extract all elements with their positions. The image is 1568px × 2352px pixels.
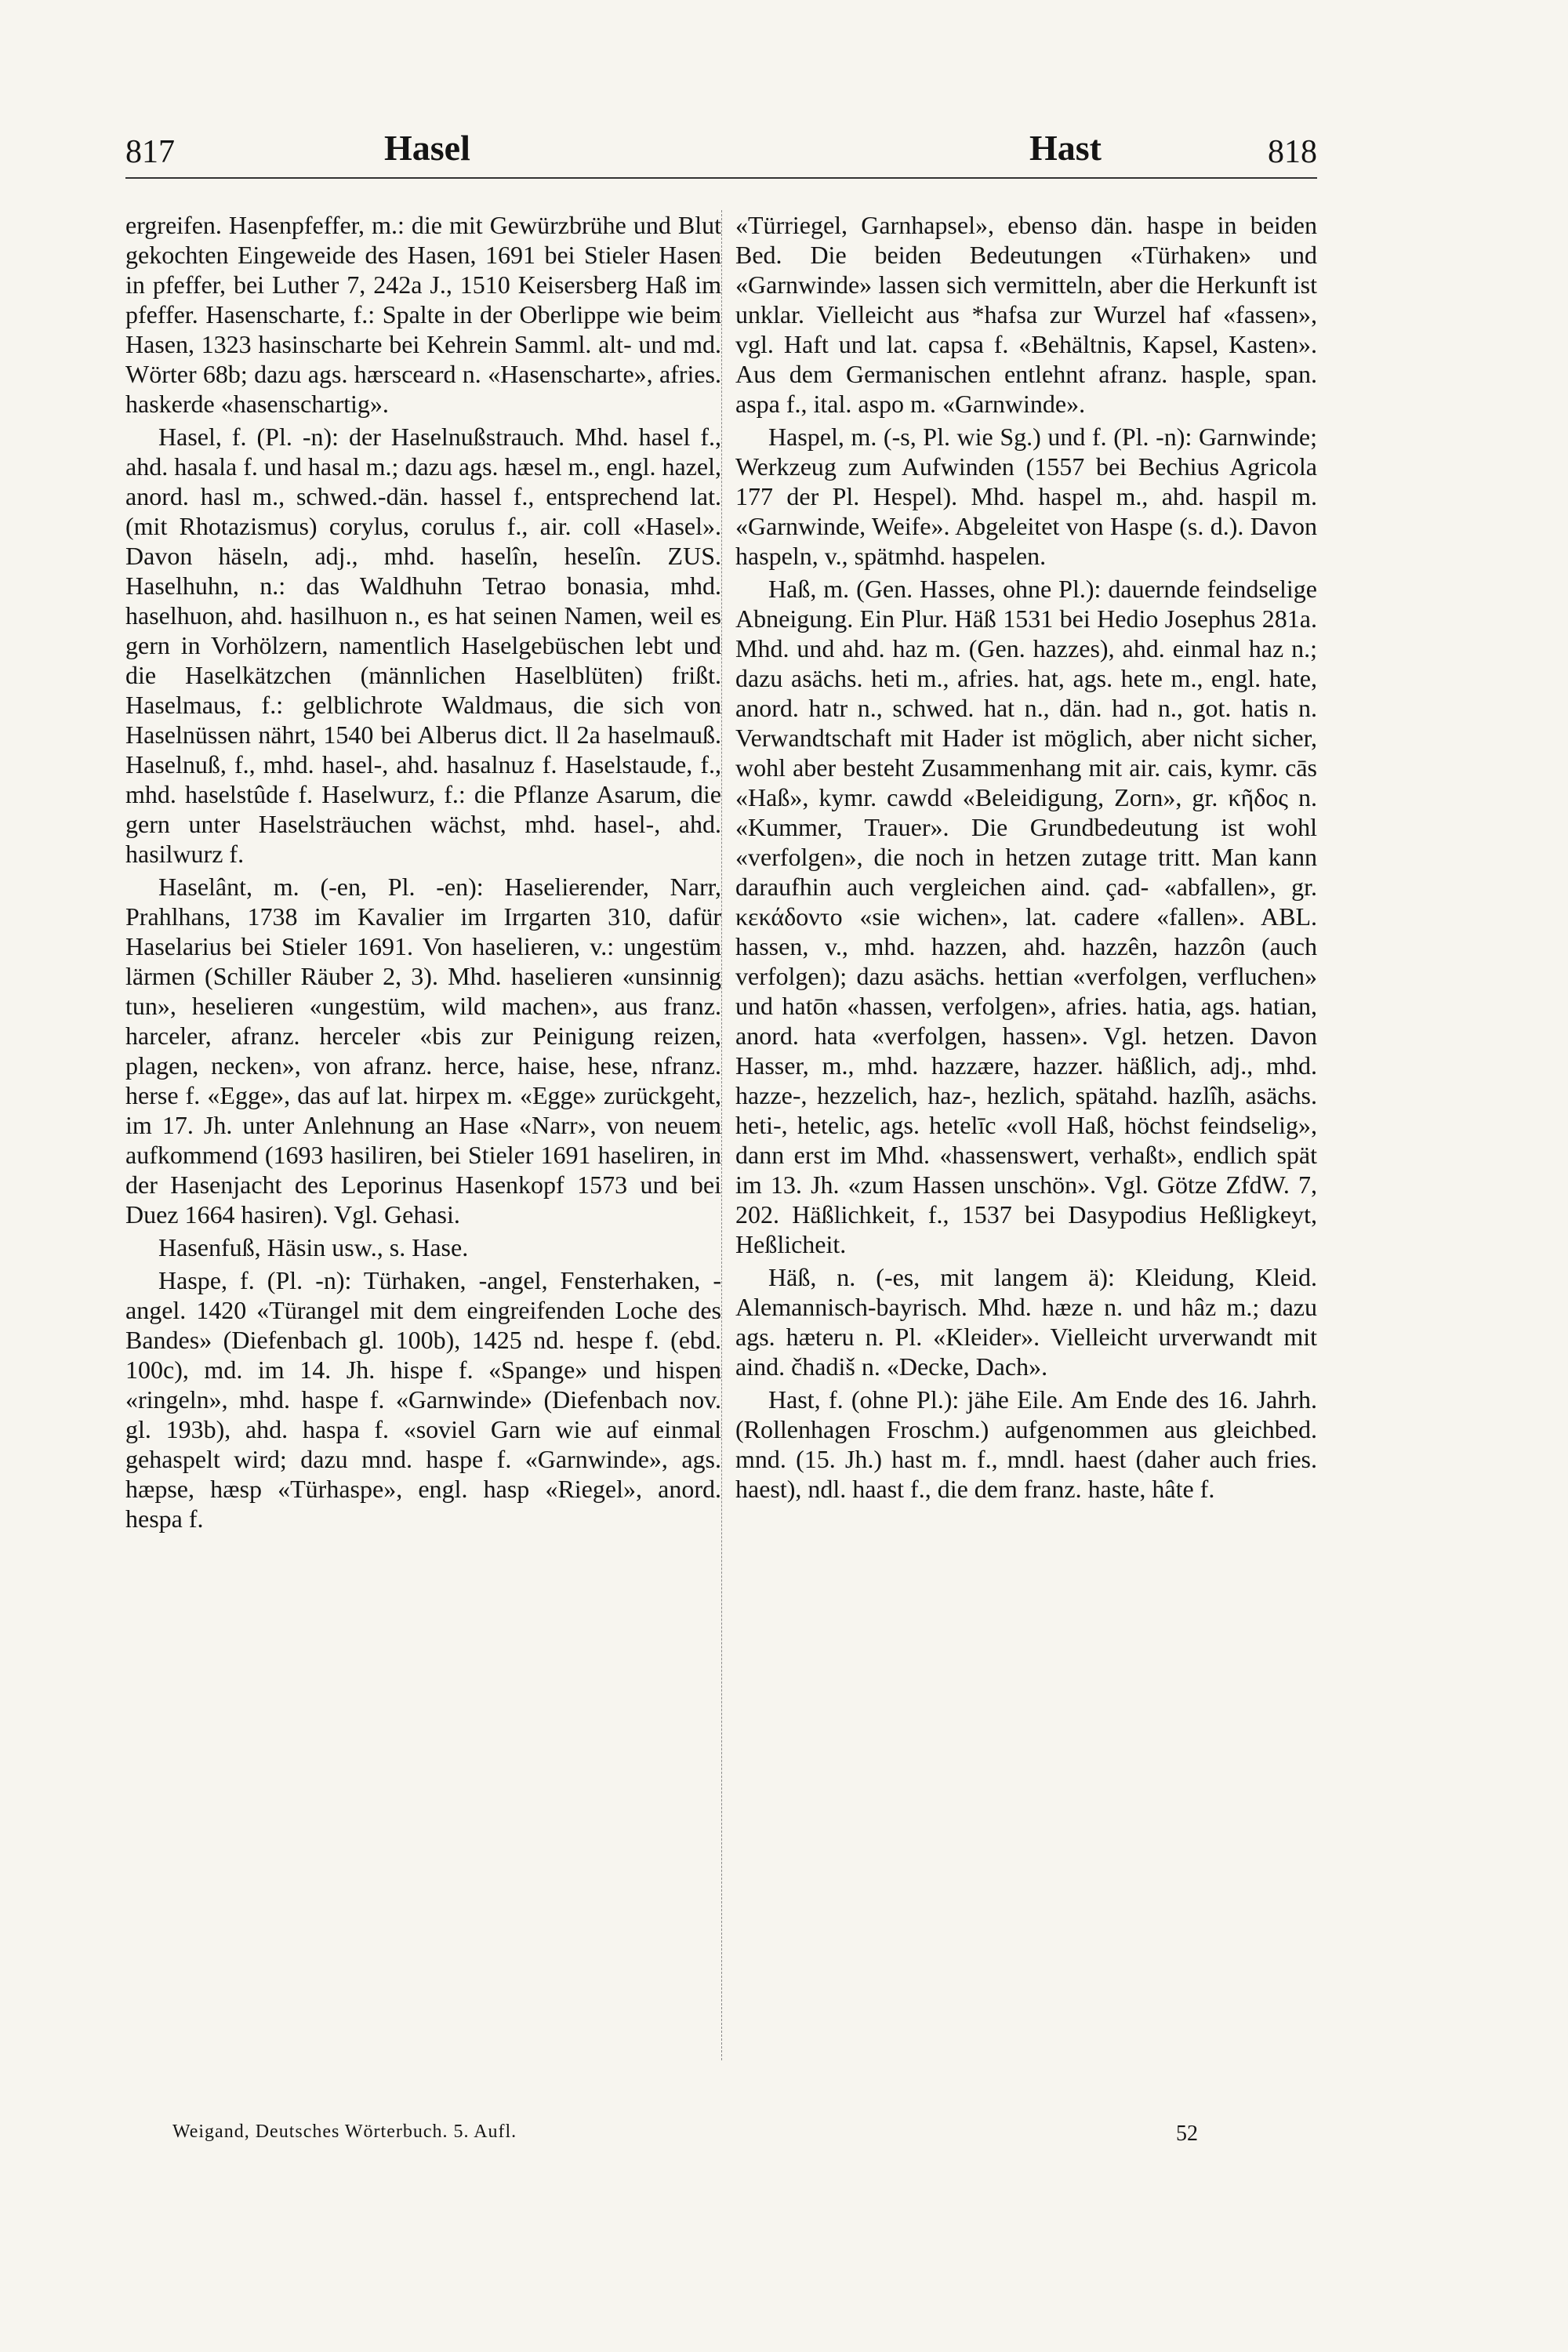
entry-paragraph: «Türriegel, Garnhapsel», ebenso dän. haspe in beiden Bed. Die beiden Bedeutungen «Türhaken» und «Garnwinde» lassen sich vermitteln, aber die Herkunft ist unklar. Vielleicht aus *hafsa zur Wurzel haf «fassen», vgl. Haft und lat. capsa f. «Behältnis, Kapsel, Kasten». Aus dem Germanischen entlehnt afranz. hasple, span. aspa f., ital. aspo m. «Garnwinde».	[735, 211, 1317, 418]
page-number-right: 818	[1268, 134, 1317, 170]
entry-haspe: Haspe, f. (Pl. -n): Türhaken, -angel, Fensterhaken, -angel. 1420 «Türangel mit dem eingreifenden Loche des Bandes» (Diefenbach gl. 100b), 1425 nd. hespe f. (ebd. 100c), md. im 14. Jh. hispe f. «Spange» und hispen «ringeln», mhd. haspe f. «Garnwinde» (Diefenbach nov. gl. 193b), ahd. haspa f. «soviel Garn wie auf einmal gehaspelt wird; dazu mnd. haspe f. «Garnwinde», ags. hæpse, hæsp «Türhaspe», engl. hasp «Riegel», anord. hespa f.	[125, 1266, 721, 1533]
footer-source: Weigand, Deutsches Wörterbuch. 5. Aufl.	[172, 2122, 517, 2142]
column-divider	[721, 210, 722, 2060]
footer-signature: 52	[1176, 2122, 1198, 2146]
entry-hasel: Hasel, f. (Pl. -n): der Haselnußstrauch. Mhd. hasel f., ahd. hasala f. und hasal m.; dazu ags. hæsel m., engl. hazel, anord. hasl m., schwed.-dän. hassel f., entsprechend lat. (mit Rhotazismus) corylus, corulus f., air. coll «Hasel». Davon häseln, adj., mhd. haselîn, heselîn. ZUS. Haselhuhn, n.: das Waldhuhn Tetrao bonasia, mhd. haselhuon, ahd. hasilhuon n., es hat seinen Namen, weil es gern in Vorhölzern, namentlich Haselgebüschen lebt und die Haselkätzchen (männlichen Haselblüten) frißt. Haselmaus, f.: gelblichrote Waldmaus, die sich von Haselnüssen nährt, 1540 bei Alberus dict. ll 2a haselmauß. Haselnuß, f., mhd. hasel-, ahd. hasalnuz f. Haselstaude, f., mhd. haselstûde f. Haselwurz, f.: die Pflanze Asarum, die gern unter Haselsträuchen wächst, mhd. hasel-, ahd. hasilwurz f.	[125, 423, 721, 868]
entry-haselant: Haselânt, m. (-en, Pl. -en): Haselierender, Narr, Prahlhans, 1738 im Kavalier im Irrgarten 310, dafür Haselarius bei Stieler 1691. Von haselieren, v.: ungestüm lärmen (Schiller Räuber 2, 3). Mhd. haselieren «unsinnig tun», heselieren «ungestüm, wild machen», aus franz. harceler, afranz. herceler «bis zur Peinigung reizen, plagen, necken», von afranz. herce, haise, hese, nfranz. herse f. «Egge», das auf lat. hirpex m. «Egge» zurückgeht, im 17. Jh. unter Anlehnung an Hase «Narr», von neuem aufkommend (1693 hasiliren, bei Stieler 1691 haseliren, in der Hasenjacht des Leporinus Hasenkopf 1573 und bei Duez 1664 hasiren). Vgl. Gehasi.	[125, 873, 721, 1229]
entry-hass: Haß, m. (Gen. Hasses, ohne Pl.): dauernde feindselige Abneigung. Ein Plur. Häß 1531 bei Hedio Josephus 281a. Mhd. und ahd. haz m. (Gen. hazzes), ahd. einmal haz n.; dazu asächs. heti m., afries. hat, ags. hete m., engl. hate, anord. hatr n., schwed. hat n., dän. had n., got. hatis n. Verwandtschaft mit Hader ist möglich, aber nicht sicher, wohl aber besteht Zusammenhang mit air. cais, kymr. cās «Haß», kymr. cawdd «Beleidigung, Zorn», gr. κῆδος n. «Kummer, Trauer». Die Grundbedeutung ist wohl «verfolgen», die noch in hetzen zutage tritt. Man kann daraufhin auch vergleichen aind. çad- «abfallen», gr. κεκάδοντο «sie wichen», lat. cadere «fallen». ABL. hassen, v., mhd. hazzen, ahd. hazzên, hazzôn (auch verfolgen); dazu asächs. hettian «verfolgen, verfluchen» und hatōn «hassen, verfolgen», afries. hatia, ags. hatian, anord. hata «verfolgen, hassen». Vgl. hetzen. Davon Hasser, m., mhd. hazzære, hazzer. häßlich, adj., mhd. hazze-, hezzelich, haz-, hezlich, spätahd. hazlîh, asächs. heti-, hetelic, ags. hetelīc «voll Haß, höchst feindselig», dann erst im Mhd. «hassenswert, verhaßt», endlich spät im 13. Jh. «zum Hassen unschön». Vgl. Götze ZfdW. 7, 202. Häßlichkeit, f., 1537 bei Dasypodius Heßligkeyt, Heßlicheit.	[735, 575, 1317, 1258]
header-rule	[125, 177, 1317, 179]
entry-hasenfuss: Hasenfuß, Häsin usw., s. Hase.	[158, 1233, 469, 1261]
right-column	[735, 210, 1317, 2107]
running-head-left: Hasel	[384, 128, 470, 168]
running-head-right: Hast	[1029, 128, 1102, 168]
entry-haess: Häß, n. (-es, mit langem ä): Kleidung, Kleid. Alemannisch-bayrisch. Mhd. hæze n. und hâz m.; dazu ags. hæteru n. Pl. «Kleider». Vielleicht urverwandt mit aind. čhadiš n. «Decke, Dach».	[735, 1263, 1317, 1381]
left-column	[125, 210, 721, 2107]
page-number-left: 817	[125, 134, 175, 170]
entry-hast: Hast, f. (ohne Pl.): jähe Eile. Am Ende des 16. Jahrh. (Rollenhagen Froschm.) aufgenommen aus gleichbed. mnd. (15. Jh.) hast m. f., mndl. haest (daher auch fries. haest), ndl. haast f., die dem franz. haste, hâte f.	[735, 1385, 1317, 1503]
entry-haspel: Haspel, m. (-s, Pl. wie Sg.) und f. (Pl. -n): Garnwinde; Werkzeug zum Aufwinden (1557 bei Bechius Agricola 177 der Pl. Hespel). Mhd. haspel m., ahd. haspil m. «Garnwinde, Weife». Abgeleitet von Haspe (s. d.). Davon haspeln, v., spätmhd. haspelen.	[735, 423, 1317, 570]
entry-paragraph: ergreifen. Hasenpfeffer, m.: die mit Gewürzbrühe und Blut gekochten Eingeweide des Hasen, 1691 bei Stieler Hasen in pfeffer, bei Luther 7, 242a J., 1510 Keisersberg Haß im pfeffer. Hasenscharte, f.: Spalte in der Oberlippe wie beim Hasen, 1323 hasinscharte bei Kehrein Samml. alt- und md. Wörter 68b; dazu ags. hærsceard n. «Hasenscharte», afries. haskerde «hasenschartig».	[125, 211, 721, 418]
page-header	[125, 127, 1317, 205]
